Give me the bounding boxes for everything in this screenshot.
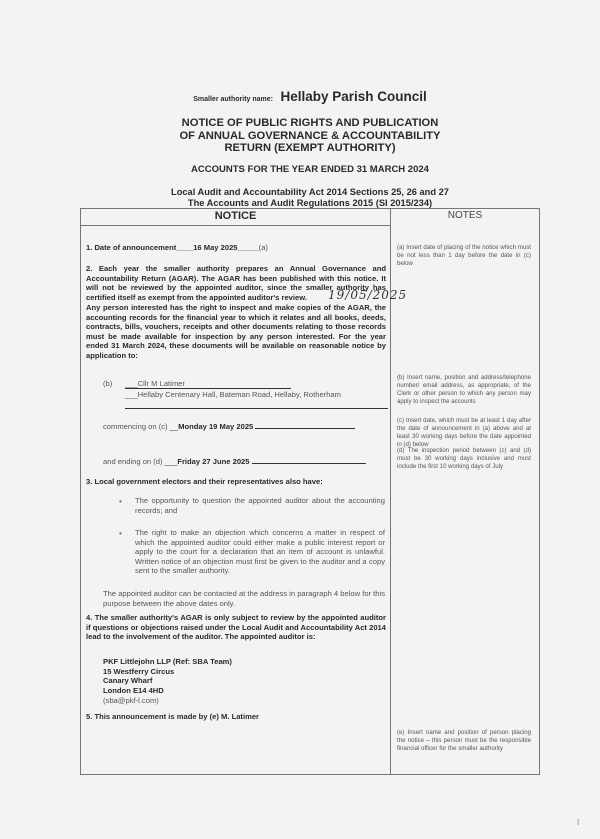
ending-blank	[252, 455, 366, 464]
contact-name: ___Cllr M Latimer	[125, 379, 291, 389]
paragraph-1: 1. Date of announcement____16 May 2025_____(a)	[86, 243, 268, 252]
title-line: NOTICE OF PUBLIC RIGHTS AND PUBLICATION	[181, 117, 439, 129]
note-ref-b: (b)	[103, 379, 113, 388]
notice-title	[80, 117, 540, 155]
auditor-line: 15 Westferry Circus	[103, 666, 175, 676]
legislation-references	[80, 187, 540, 209]
notice-table	[80, 208, 540, 775]
accounts-year-subtitle: ACCOUNTS FOR THE YEAR ENDED 31 MARCH 2024	[191, 164, 429, 175]
commencing-date: Monday 19 May 2025	[178, 422, 254, 431]
paragraph-4: 4. The smaller authority's AGAR is only subject to review by the appointed auditor if questions or objections raised under the Local Audit and Accountability Act 2014 lead to the involvement of the auditor. The appointed auditor is:	[86, 613, 386, 642]
note-a: (a) Insert date of placing of the notice which must be not less than 1 day before the date in (c) below	[397, 244, 531, 267]
commencing-label: commencing on (c)	[103, 422, 168, 431]
handwritten-date: 19/05/2025	[328, 288, 408, 302]
contact-name-value: Cllr M Latimer	[137, 379, 185, 388]
authority-line	[80, 88, 540, 106]
paragraph-3-heading: 3. Local government electors and their representatives also have:	[86, 477, 323, 486]
ending-line: and ending on (d) ___Friday 27 June 2025	[103, 455, 388, 467]
auditor-line: London E14 4HD	[103, 686, 164, 696]
commencing-blank	[255, 420, 355, 429]
note-e: (e) Insert name and position of person placing the notice – this person must be the responsible financial officer for the smaller authority	[397, 729, 531, 752]
paragraph-2-rights: Any person interested has the right to inspect and make copies of the AGAR, the accounting records for the financial year to which it relates and all books, deeds, contracts, bills, vouchers, receipts and other documents relating to those records must be made available for inspection by any person interested. For the year ended 31 March 2024, these documents will be available on reasonable notice by application to:	[86, 303, 386, 360]
ending-label: and ending on (d)	[103, 457, 163, 466]
act-reference: Local Audit and Accountability Act 2014 Sections 25, 26 and 27	[171, 187, 449, 197]
note-d: (d) The inspection period between (c) and (d) must be 30 working days inclusive and must include the first 10 working days of July	[397, 447, 531, 470]
paragraph-3-bullet: The right to make an objection which concerns a matter in respect of which the appointed auditor could either make a public interest report or apply to the court for a declaration that an item of account is unlawful. Written notice of an objection must first be given to the auditor and a copy sent to the smaller authority.	[135, 528, 385, 576]
auditor-line: Canary Wharf	[103, 676, 153, 686]
auditor-email[interactable]: (sba@pkf-l.com)	[103, 695, 159, 705]
act-reference: The Accounts and Audit Regulations 2015 (SI 2015/234)	[187, 198, 433, 208]
note-ref-a: (a)	[258, 243, 268, 252]
note-c: (c) Insert date, which must be at least 1 day after the date of announcement in (a) above and at least 30 working days before the date appointed in (d) below	[397, 417, 531, 448]
notice-column-heading: NOTICE	[214, 210, 257, 222]
auditor-email-link[interactable]	[103, 696, 383, 706]
authority-name: Hellaby Parish Council	[280, 89, 427, 104]
title-line: RETURN (EXEMPT AUTHORITY)	[224, 142, 396, 154]
page-mark: I	[577, 818, 580, 827]
ending-date: Friday 27 June 2025	[177, 457, 250, 466]
bullet-icon: •	[119, 497, 122, 506]
header-rule	[81, 225, 390, 226]
address-blank-line	[125, 408, 388, 409]
authority-label: Smaller authority name:	[193, 96, 273, 103]
note-b: (b) Insert name, position and address/telephone number/ email address, as appropriate, of the Clerk or other person to which any person may apply to inspect the accounts	[397, 374, 531, 405]
paragraph-3-bullet: The opportunity to question the appointed auditor about the accounting records; and	[135, 496, 385, 515]
contact-address-value: Hellaby Centenary Hall, Bateman Road, Hellaby, Rotherham	[137, 390, 341, 399]
announcement-date-value: 16 May 2025	[193, 243, 238, 252]
paragraph-5: 5. This announcement is made by (e) M. Latimer	[86, 712, 260, 721]
commencing-line: commencing on (c) __Monday 19 May 2025	[103, 420, 388, 432]
bullet-icon: •	[119, 529, 122, 538]
notes-column-heading: NOTES	[447, 210, 483, 221]
auditor-line: PKF Littlejohn LLP (Ref: SBA Team)	[103, 657, 232, 666]
paragraph-2-intro: 2. Each year the smaller authority prepares an Annual Governance and Accountability Return (AGAR). The AGAR has been published with this notice. It will not be reviewed by the appointed auditor, since the smaller authority has certified itself as exempt from the appointed auditor's review.	[86, 264, 386, 302]
contact-address: ___Hellaby Centenary Hall, Bateman Road, Hellaby, Rotherham	[125, 390, 341, 399]
title-line: OF ANNUAL GOVERNANCE & ACCOUNTABILITY	[179, 129, 441, 142]
announcement-date-label: 1. Date of announcement	[86, 243, 177, 252]
auditor-address	[103, 657, 383, 706]
auditor-contact-note: The appointed auditor can be contacted at the address in paragraph 4 below for this purpose between the above dates only.	[103, 589, 385, 608]
